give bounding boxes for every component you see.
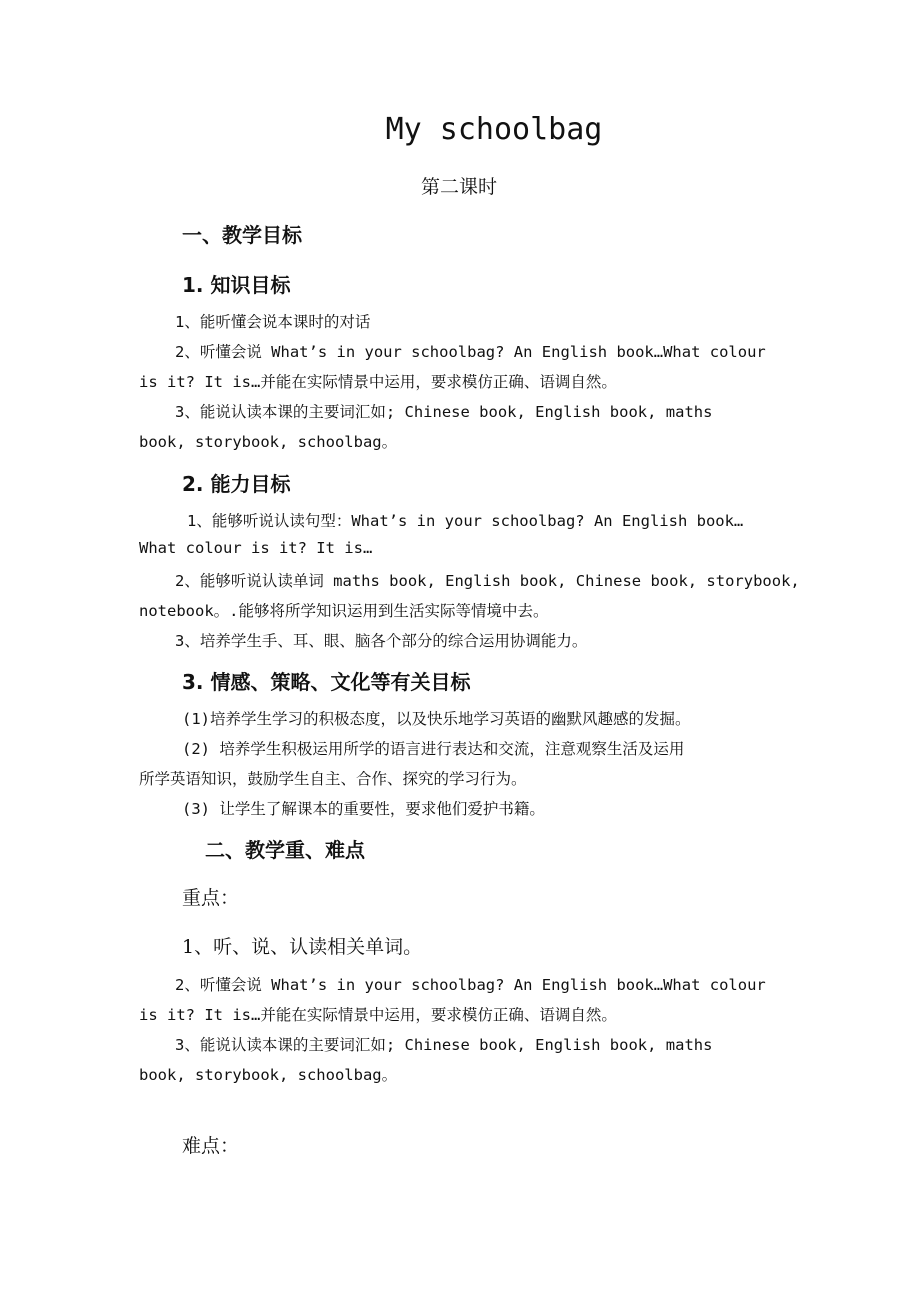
subheading-ability-goals: 2. 能力目标 (182, 472, 291, 496)
knowledge-goal-2-line-1: 2、听懂会说 What’s in your schoolbag? An English book…What colour (175, 343, 766, 361)
emotion-goal-3: (3) 让学生了解课本的重要性，要求他们爱护书籍。 (182, 800, 545, 818)
difficult-points-label: 难点： (182, 1135, 240, 1157)
ability-goal-2-line-2: notebook。.能够将所学知识运用到生活实际等情境中去。 (139, 602, 549, 620)
subheading-emotion-strategy-goals: 3. 情感、策略、文化等有关目标 (182, 670, 471, 694)
emotion-goal-2-line-1: (2) 培养学生积极运用所学的语言进行表达和交流，注意观察生活及运用 (182, 740, 685, 758)
knowledge-goal-1: 1、能听懂会说本课时的对话 (175, 313, 371, 331)
section-heading-key-difficult-points: 二、教学重、难点 (205, 838, 365, 862)
ability-goal-3: 3、培养学生手、耳、眼、脑各个部分的综合运用协调能力。 (175, 632, 588, 650)
key-point-3-line-1: 3、能说认读本课的主要词汇如; Chinese book, English book, maths (175, 1036, 713, 1054)
lesson-subtitle: 第二课时 (420, 176, 497, 198)
key-point-2-line-2: is it? It is…并能在实际情景中运用，要求模仿正确、语调自然。 (139, 1006, 617, 1024)
emotion-goal-1: (1)培养学生学习的积极态度，以及快乐地学习英语的幽默风趣感的发掘。 (182, 710, 691, 728)
emotion-goal-2-line-2: 所学英语知识，鼓励学生自主、合作、探究的学习行为。 (139, 770, 527, 788)
key-point-3-line-2: book, storybook, schoolbag。 (139, 1066, 398, 1084)
ability-goal-2-line-1: 2、能够听说认读单词 maths book, English book, Chinese book, storybook, (175, 572, 800, 590)
knowledge-goal-3-line-1: 3、能说认读本课的主要词汇如; Chinese book, English book, maths (175, 403, 713, 421)
key-point-1: 1、听、说、认读相关单词。 (182, 936, 423, 958)
key-points-label: 重点： (182, 887, 240, 909)
section-heading-teaching-goals: 一、教学目标 (182, 223, 302, 247)
key-point-2-line-1: 2、听懂会说 What’s in your schoolbag? An English book…What colour (175, 976, 766, 994)
knowledge-goal-2-line-2: is it? It is…并能在实际情景中运用，要求模仿正确、语调自然。 (139, 373, 617, 391)
subheading-knowledge-goals: 1. 知识目标 (182, 273, 291, 297)
ability-goal-1-line-1: 1、能够听说认读句型：What’s in your schoolbag? An English book… (187, 512, 744, 530)
document-title: My schoolbag (385, 112, 603, 147)
knowledge-goal-3-line-2: book, storybook, schoolbag。 (139, 433, 398, 451)
ability-goal-1-line-2: What colour is it? It is… (139, 539, 373, 557)
